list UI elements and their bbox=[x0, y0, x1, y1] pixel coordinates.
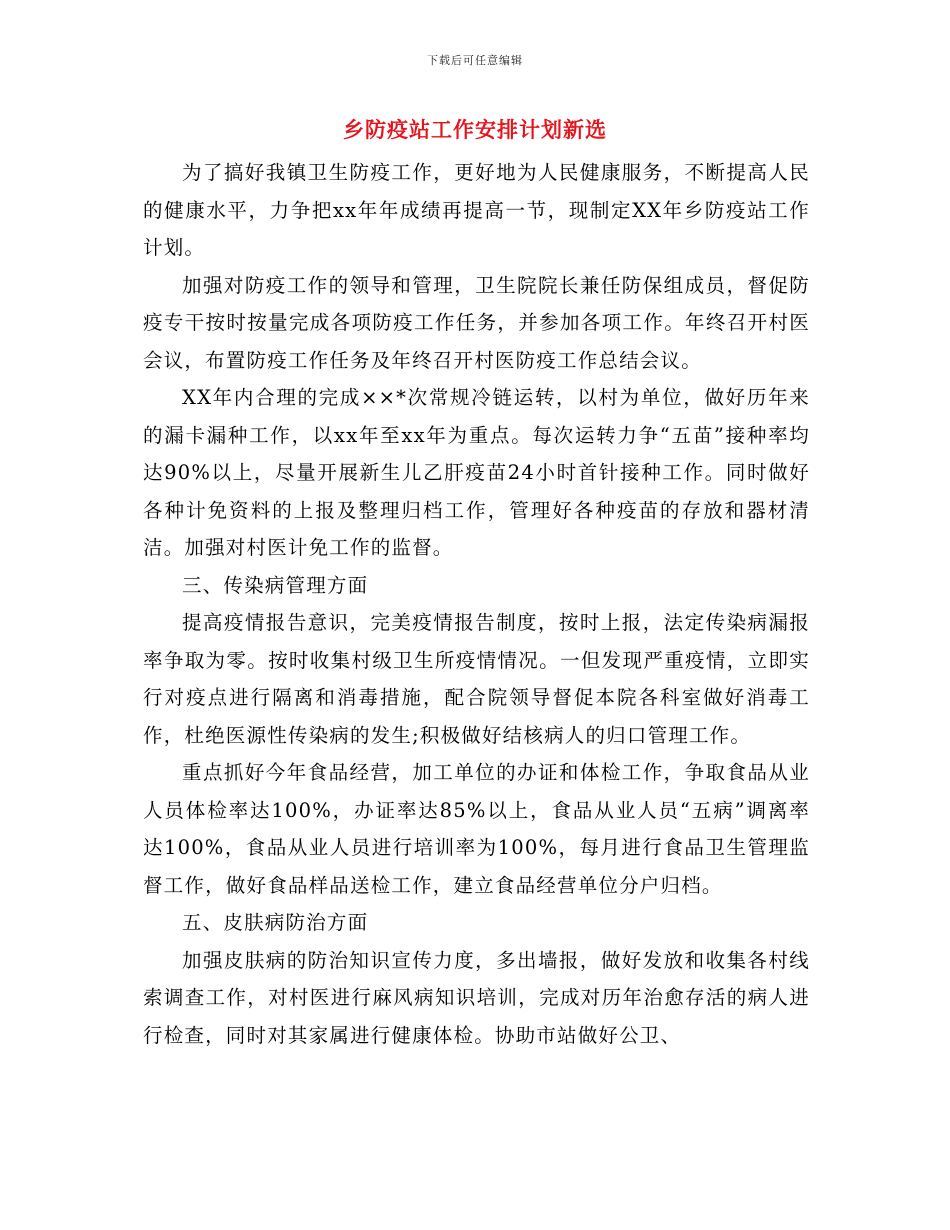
document-body bbox=[143, 154, 810, 1054]
paragraph-leadership: 加强对防疫工作的领导和管理，卫生院院长兼任防保组成员，督促防疫专干按时按量完成各项防疫工作任务，并参加各项工作。年终召开村医会议，布置防疫工作任务及年终召开村医防疫工作总结会议。 bbox=[143, 273, 810, 372]
section-heading-skin-disease: 五、皮肤病防治方面 bbox=[182, 911, 369, 934]
document-title: 乡防疫站工作安排计划新选 bbox=[343, 118, 607, 142]
paragraph-food-safety: 重点抓好今年食品经营，加工单位的办证和体检工作，争取食品从业人员体检率达100%，办证率达85%以上，食品从业人员“五病”调离率达100%，食品从业人员进行培训率为100%，每月进行食品卫生管理监督工作，做好食品样品送检工作，建立食品经营单位分户归档。 bbox=[143, 761, 810, 897]
paragraph-intro: 为了搞好我镇卫生防疫工作，更好地为人民健康服务，不断提高人民的健康水平，力争把xx年年成绩再提高一节，现制定XX年乡防疫站工作计划。 bbox=[143, 161, 810, 259]
paragraph-skin-disease: 加强皮肤病的防治知识宣传力度，多出墙报，做好发放和收集各村线索调查工作，对村医进行麻风病知识培训，完成对历年治愈存活的病人进行检查，同时对其家属进行健康体检。协助市站做好公卫、 bbox=[143, 948, 810, 1047]
section-heading-infectious-disease: 三、传染病管理方面 bbox=[182, 573, 369, 597]
paragraph-infectious-disease: 提高疫情报告意识，完美疫情报告制度，按时上报，法定传染病漏报率争取为零。按时收集村级卫生所疫情情况。一但发现严重疫情，立即实行对疫点进行隔离和消毒措施，配合院领导督促本院各科室做好消毒工作，杜绝医源性传染病的发生;积极做好结核病人的归口管理工作。 bbox=[143, 611, 810, 747]
page-header-note: 下载后可任意编辑 bbox=[427, 54, 523, 67]
paragraph-immunization: XX年内合理的完成××*次常规冷链运转，以村为单位，做好历年来的漏卡漏种工作，以xx年至xx年为重点。每次运转力争“五苗”接种率均达90%以上，尽量开展新生儿乙肝疫苗24小时首针接种工作。同时做好各种计免资料的上报及整理归档工作，管理好各种疫苗的存放和器材清洁。加强对村医计免工作的监督。 bbox=[143, 386, 810, 559]
